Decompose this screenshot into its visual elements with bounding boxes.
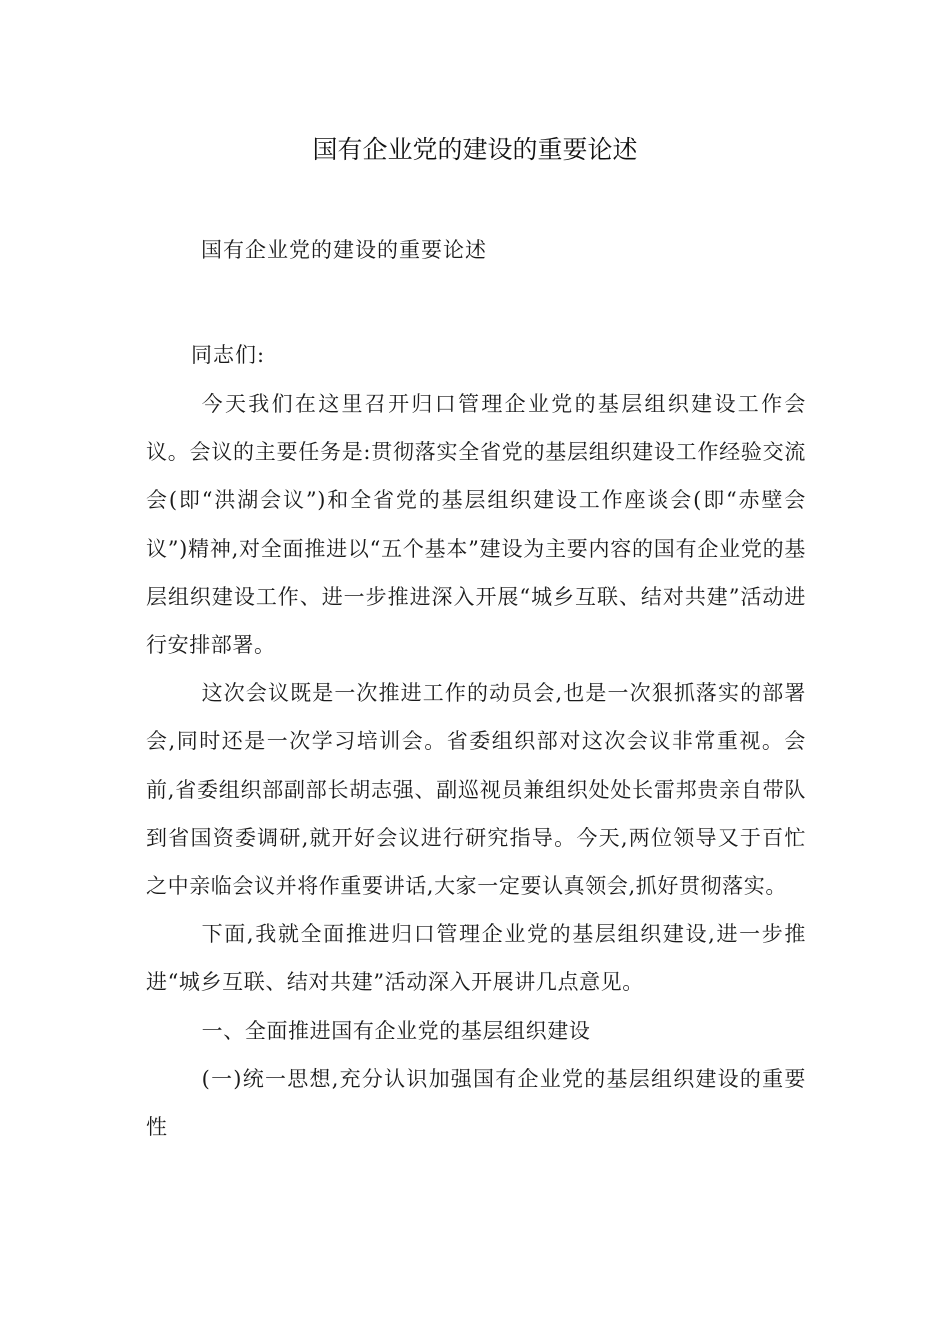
paragraph-meeting-importance: 这次会议既是一次推进工作的动员会,也是一次狠抓落实的部署会,同时还是一次学习培训会。省委组织部对这次会议非常重视。会前,省委组织部副部长胡志强、副巡视员兼组织处处长雷邦贵亲自带队到省国资委调研,就开好会议进行研究指导。今天,两位领导又于百忙之中亲临会议并将作重要讲话,大家一定要认真领会,抓好贯彻落实。 (146, 681, 806, 899)
section-heading-1: 一、全面推进国有企业党的基层组织建设 (201, 1018, 591, 1043)
subsection-heading-1-1: (一)统一思想,充分认识加强国有企业党的基层组织建设的重要性 (146, 1066, 806, 1140)
document-body (146, 380, 806, 1151)
document-title: 国有企业党的建设的重要论述 (312, 135, 638, 164)
document-subtitle: 国有企业党的建设的重要论述 (201, 238, 487, 262)
paragraph-intro: 今天我们在这里召开归口管理企业党的基层组织建设工作会议。会议的主要任务是:贯彻落实全省党的基层组织建设工作经验交流会(即“洪湖会议”)和全省党的基层组织建设工作座谈会(即“赤壁会议”)精神,对全面推进以“五个基本”建设为主要内容的国有企业党的基层组织建设工作、进一步推进深入开展“城乡互联、结对共建”活动进行安排部署。 (146, 392, 806, 658)
paragraph-outline: 下面,我就全面推进归口管理企业党的基层组织建设,进一步推进“城乡互联、结对共建”活动深入开展讲几点意见。 (146, 922, 806, 995)
greeting-line: 同志们: (191, 343, 266, 367)
